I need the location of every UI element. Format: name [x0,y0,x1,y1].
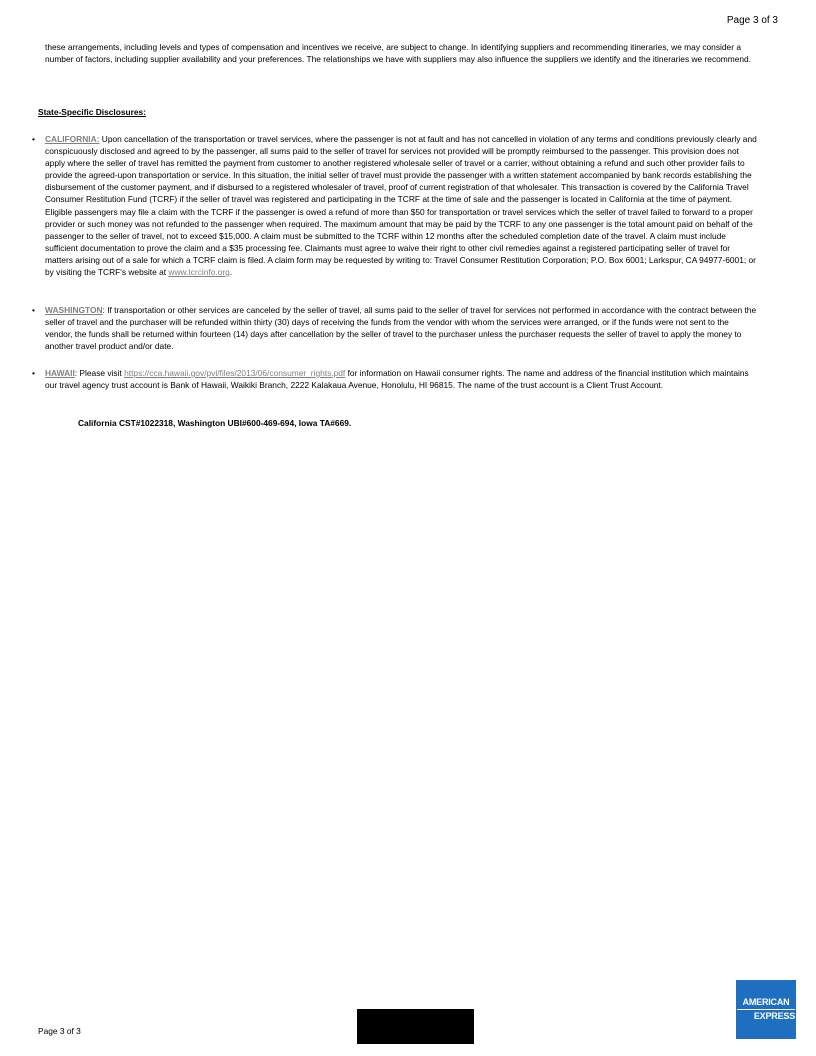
bullet-dot: • [32,305,35,315]
washington-state-link[interactable]: WASHINGTON [45,305,103,315]
hawaii-pre: : Please visit [74,368,125,378]
section-title: State-Specific Disclosures: [38,107,146,117]
california-end: . [229,267,233,278]
bullet-washington [32,304,757,352]
hawaii-consumer-rights-link[interactable]: https://cca.hawaii.gov/pvl/files/2013/06/consumer_rights.pdf [124,368,346,378]
tcrf-website-link[interactable]: www.tcrcinfo.org [168,267,230,278]
license-numbers: California CST#1022318, Washington UBI#600-469-694, Iowa TA#669. [78,418,352,428]
bullet-hawaii [32,367,757,391]
california-text [45,133,757,278]
washington-text [45,304,757,352]
california-body: Upon cancellation of the transportation or travel services, where the passenger is not at fault and has not cancelled in violation of any terms and conditions previously clearly and conspicuously disclosed and agreed to by the passenger, all sums paid to the seller of travel for services not provided will be promptly reimbursed to the passenger. This provision does not apply where the seller of travel has remitted the payment from customer to another registered wholesale seller of travel or a carrier, without obtaining a refund and such other provider fails to provide the agreed-upon transportation or service. In this situation, the initial seller of travel must provide the passenger with a written statement accompanied by bank records establishing the disbursement of the customer payment, and if disbursed to a registered wholesaler of travel, proof of current registration of that wholesaler. This transaction is covered by the California Travel Consumer Restitution Fund (TCRF) if the seller of travel was registered and participating in the TCRF at the time of sale and the passenger is located in California at the time of payment. Eligible passengers may file a claim with the TCRF if the passenger is owed a refund of more than $50 for transportation or travel services which the seller of travel failed to forward to a proper provider or such money was not refunded to the passenger when required. The maximum amount that may be paid by the TCRF to any one passenger is the total amount paid on behalf of the passenger to the seller of travel, not to exceed $15,000. A claim must be submitted to the TCRF within 12 months after the scheduled completion date of the travel. A claim must include sufficient documentation to prove the claim and a $35 processing fee. Claimants must agree to waive their right to other civil remedies against a registered participating seller of travel for matters arising out of a sale for which a TCRF claim is filed. A claim form may be requested by writing to: Travel Consumer Restitution Corporation; P.O. Box 6001; Larkspur, CA 94977-6001; or by visiting the TCRF's website at [45,134,757,278]
hawaii-body: for information on Hawaii consumer rights. The name and address of the financial institution which maintains our travel agency trust account is Bank of Hawaii, Waikiki Branch, 2222 Kalakaua Avenue, Honolulu, HI 96815. The name of the trust account is a Client Trust Account. [45,368,749,391]
logo-line2: EXPRESS [753,1011,795,1021]
bullet-california [32,133,757,278]
bullet-dot: • [32,134,35,144]
american-express-logo [736,980,796,1039]
redaction-box [357,1009,474,1044]
intro-paragraph: these arrangements, including levels and types of compensation and incentives we receive, are subject to change. In identifying suppliers and recommending itineraries, we may consider a number of factors, including supplier availability and your preferences. The relationships we have with suppliers may also influence the suppliers we identify and the itineraries we recommend. [45,42,752,65]
washington-body: : If transportation or other services are canceled by the seller of travel, all sums paid to the seller of travel for services not performed in accordance with the contract between the seller of travel and the purchaser will be refunded within thirty (30) days of receiving the funds from the vendor with whom the services were arranged, or if the funds were not sent to the vendor, the funds shall be returned within fourteen (14) days after cancellation by the seller of travel to the purchaser unless the purchaser requests the seller of travel to apply the money to another travel product and/or date. [45,305,757,352]
hawaii-state-link[interactable]: HAWAII [45,368,75,378]
page-header-number: Page 3 of 3 [726,15,778,26]
bullet-dot: • [32,368,35,378]
california-state-link[interactable]: CALIFORNIA: [45,134,100,144]
logo-line1: AMERICAN [737,997,795,1010]
footer-page-number: Page 3 of 3 [38,1026,81,1036]
hawaii-text [45,367,757,391]
